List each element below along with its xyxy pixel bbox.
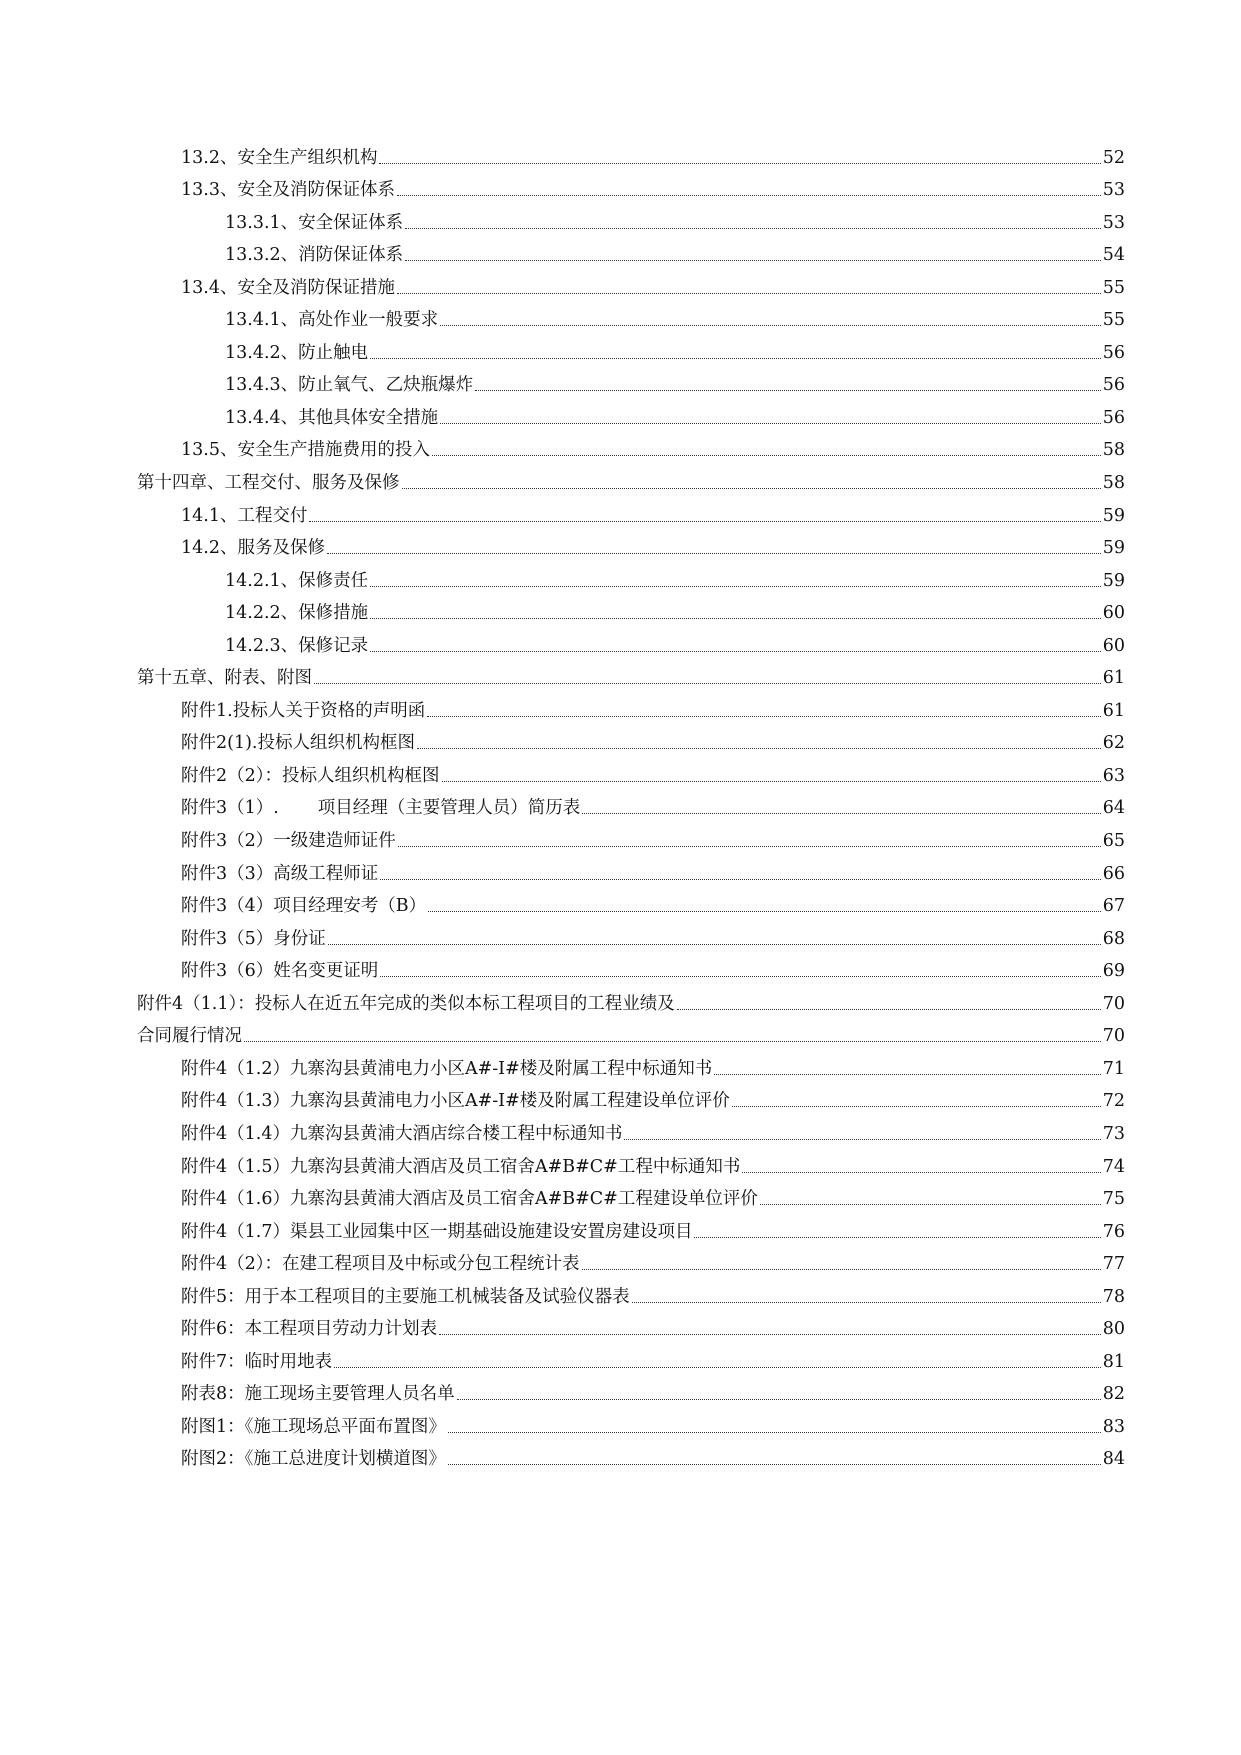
toc-dot-leader (432, 455, 1101, 456)
toc-entry-title: 合同履行情况 (137, 1026, 242, 1047)
toc-entry[interactable] (137, 624, 1125, 657)
toc-entry[interactable] (137, 1080, 1125, 1113)
toc-entry-title: 13.4、安全及消防保证措施 (181, 277, 395, 298)
toc-entry[interactable] (137, 494, 1125, 527)
toc-entry[interactable] (137, 1112, 1125, 1145)
toc-dot-leader (760, 1204, 1101, 1205)
toc-entry-title: 附件3（2）一级建造师证件 (181, 831, 396, 852)
toc-dot-leader (370, 651, 1101, 652)
toc-entry[interactable] (137, 1178, 1125, 1211)
toc-entry-page-number: 59 (1102, 570, 1125, 591)
toc-dot-leader (457, 1399, 1101, 1400)
toc-entry-page-number: 56 (1102, 342, 1125, 363)
table-of-contents (137, 136, 1125, 1470)
toc-entry-page-number: 63 (1102, 765, 1125, 786)
toc-dot-leader (475, 390, 1101, 391)
toc-entry-page-number: 65 (1102, 831, 1125, 852)
toc-entry[interactable] (137, 169, 1125, 202)
toc-dot-leader (742, 1172, 1100, 1173)
toc-dot-leader (405, 228, 1101, 229)
toc-entry[interactable] (137, 1373, 1125, 1406)
toc-entry-page-number: 72 (1102, 1091, 1125, 1112)
toc-entry-page-number: 62 (1102, 733, 1125, 754)
toc-entry-title: 附件4（1.4）九寨沟县黄浦大酒店综合楼工程中标通知书 (181, 1123, 623, 1144)
toc-dot-leader (379, 163, 1100, 164)
toc-dot-leader (327, 553, 1101, 554)
toc-entry-page-number: 80 (1102, 1319, 1125, 1340)
toc-entry-title: 13.4.4、其他具体安全措施 (225, 407, 439, 428)
toc-entry-page-number: 64 (1102, 798, 1125, 819)
toc-entry-title: 附件5：用于本工程项目的主要施工机械装备及试验仪器表 (181, 1286, 630, 1307)
toc-entry-page-number: 56 (1102, 407, 1125, 428)
toc-entry-page-number: 76 (1102, 1221, 1125, 1242)
toc-entry-page-number: 77 (1102, 1254, 1125, 1275)
toc-entry[interactable] (137, 429, 1125, 462)
toc-entry-page-number: 70 (1102, 1026, 1125, 1047)
toc-entry-title: 13.3.2、消防保证体系 (225, 245, 404, 266)
toc-entry[interactable] (137, 787, 1125, 820)
toc-entry-title: 13.4.1、高处作业一般要求 (225, 310, 439, 331)
toc-dot-leader (582, 1269, 1101, 1270)
toc-entry[interactable] (137, 1210, 1125, 1243)
toc-entry-title: 附件3（4）项目经理安考（B） (181, 896, 427, 917)
toc-entry-page-number: 78 (1102, 1286, 1125, 1307)
toc-entry-title: 附件4（1.7）渠县工业园集中区一期基础设施建设安置房建设项目 (181, 1221, 693, 1242)
toc-entry-title: 附件4（1.2）九寨沟县黄浦电力小区A#-I#楼及附属工程中标通知书 (181, 1058, 713, 1079)
toc-dot-leader (398, 846, 1101, 847)
toc-entry[interactable] (137, 331, 1125, 364)
toc-entry-page-number: 58 (1102, 473, 1125, 494)
toc-entry-title: 14.2.1、保修责任 (225, 570, 369, 591)
toc-dot-leader (448, 1432, 1101, 1433)
toc-entry[interactable] (137, 1438, 1125, 1471)
toc-entry-title: 附件3（1）. 项目经理（主要管理人员）简历表 (181, 798, 581, 819)
toc-entry-page-number: 84 (1102, 1449, 1125, 1470)
toc-dot-leader (440, 423, 1101, 424)
toc-dot-leader (714, 1074, 1100, 1075)
toc-entry[interactable] (137, 396, 1125, 429)
toc-dot-leader (405, 260, 1101, 261)
toc-dot-leader (370, 586, 1101, 587)
toc-entry-title: 13.5、安全生产措施费用的投入 (181, 440, 430, 461)
toc-entry-title: 14.2.2、保修措施 (225, 603, 369, 624)
toc-entry[interactable] (137, 592, 1125, 625)
toc-dot-leader (328, 944, 1101, 945)
toc-dot-leader (448, 1464, 1101, 1465)
toc-entry[interactable] (137, 266, 1125, 299)
toc-entry-title: 附件7：临时用地表 (181, 1351, 333, 1372)
toc-entry[interactable] (137, 1275, 1125, 1308)
toc-entry[interactable] (137, 982, 1125, 1015)
toc-entry-title: 13.4.3、防止氧气、乙炔瓶爆炸 (225, 375, 474, 396)
toc-entry-page-number: 69 (1102, 961, 1125, 982)
toc-entry-page-number: 61 (1102, 668, 1125, 689)
toc-dot-leader (314, 683, 1101, 684)
toc-entry-title: 第十五章、附表、附图 (137, 668, 312, 689)
toc-entry-title: 13.3、安全及消防保证体系 (181, 180, 395, 201)
toc-dot-leader (677, 1009, 1101, 1010)
toc-dot-leader (380, 976, 1100, 977)
toc-entry[interactable] (137, 1047, 1125, 1080)
toc-entry-title: 附图1：《施工现场总平面布置图》 (181, 1416, 446, 1437)
toc-dot-leader (380, 879, 1100, 880)
toc-dot-leader (402, 488, 1101, 489)
toc-dot-leader (428, 911, 1101, 912)
toc-entry[interactable] (137, 722, 1125, 755)
toc-entry[interactable] (137, 1145, 1125, 1178)
toc-entry-page-number: 56 (1102, 375, 1125, 396)
toc-entry[interactable] (137, 1015, 1125, 1048)
toc-entry[interactable] (137, 852, 1125, 885)
toc-entry-title: 附件4（1.6）九寨沟县黄浦大酒店及员工宿舍A#B#C#工程建设单位评价 (181, 1189, 758, 1210)
toc-entry-title: 13.3.1、安全保证体系 (225, 212, 404, 233)
toc-entry[interactable] (137, 201, 1125, 234)
toc-entry-page-number: 54 (1102, 245, 1125, 266)
toc-entry-title: 13.2、安全生产组织机构 (181, 147, 378, 168)
toc-dot-leader (397, 195, 1101, 196)
toc-entry[interactable] (137, 657, 1125, 690)
toc-entry-page-number: 61 (1102, 700, 1125, 721)
toc-entry-title: 14.2.3、保修记录 (225, 635, 369, 656)
toc-entry[interactable] (137, 136, 1125, 169)
toc-entry[interactable] (137, 917, 1125, 950)
toc-dot-leader (309, 521, 1100, 522)
toc-entry[interactable] (137, 819, 1125, 852)
toc-dot-leader (370, 358, 1101, 359)
toc-entry[interactable] (137, 299, 1125, 332)
toc-entry[interactable] (137, 1405, 1125, 1438)
toc-entry-title: 附图2：《施工总进度计划横道图》 (181, 1449, 446, 1470)
toc-entry-title: 14.1、工程交付 (181, 505, 308, 526)
toc-entry-title: 附件2（2）：投标人组织机构框图 (181, 765, 440, 786)
toc-entry-title: 第十四章、工程交付、服务及保修 (137, 473, 400, 494)
toc-entry[interactable] (137, 885, 1125, 918)
toc-entry-title: 附件4（1.3）九寨沟县黄浦电力小区A#-I#楼及附属工程建设单位评价 (181, 1091, 730, 1112)
toc-entry-page-number: 58 (1102, 440, 1125, 461)
toc-entry-page-number: 66 (1102, 863, 1125, 884)
toc-entry-title: 附表8：施工现场主要管理人员名单 (181, 1384, 455, 1405)
toc-dot-leader (370, 618, 1101, 619)
toc-entry-title: 附件3（6）姓名变更证明 (181, 961, 379, 982)
toc-entry-page-number: 59 (1102, 505, 1125, 526)
toc-dot-leader (732, 1106, 1101, 1107)
toc-entry-page-number: 73 (1102, 1123, 1125, 1144)
toc-entry[interactable] (137, 950, 1125, 983)
toc-dot-leader (334, 1367, 1101, 1368)
toc-entry-title: 附件4（2）：在建工程项目及中标或分包工程统计表 (181, 1254, 580, 1275)
toc-entry-title: 13.4.2、防止触电 (225, 342, 369, 363)
toc-entry[interactable] (137, 1308, 1125, 1341)
toc-dot-leader (417, 748, 1101, 749)
toc-dot-leader (427, 716, 1101, 717)
toc-entry[interactable] (137, 1340, 1125, 1373)
toc-entry[interactable] (137, 234, 1125, 267)
toc-entry[interactable] (137, 1243, 1125, 1276)
toc-entry-title: 附件3（5）身份证 (181, 928, 326, 949)
toc-dot-leader (624, 1139, 1100, 1140)
toc-entry-page-number: 53 (1102, 180, 1125, 201)
toc-entry-title: 附件4（1.5）九寨沟县黄浦大酒店及员工宿舍A#B#C#工程中标通知书 (181, 1156, 741, 1177)
toc-dot-leader (442, 781, 1101, 782)
toc-entry-page-number: 55 (1102, 310, 1125, 331)
toc-dot-leader (582, 813, 1100, 814)
toc-entry-title: 附件1.投标人关于资格的声明函 (181, 700, 426, 721)
toc-entry-page-number: 60 (1102, 603, 1125, 624)
toc-entry-title: 附件4（1.1）：投标人在近五年完成的类似本标工程项目的工程业绩及 (137, 993, 675, 1014)
toc-entry[interactable] (137, 754, 1125, 787)
toc-entry[interactable] (137, 527, 1125, 560)
toc-entry-page-number: 82 (1102, 1384, 1125, 1405)
toc-entry-page-number: 55 (1102, 277, 1125, 298)
toc-entry-page-number: 74 (1102, 1156, 1125, 1177)
toc-dot-leader (439, 1334, 1101, 1335)
toc-entry-page-number: 59 (1102, 538, 1125, 559)
toc-entry-title: 附件6：本工程项目劳动力计划表 (181, 1319, 438, 1340)
toc-entry[interactable] (137, 364, 1125, 397)
toc-entry-title: 14.2、服务及保修 (181, 538, 325, 559)
toc-dot-leader (694, 1237, 1100, 1238)
toc-entry-page-number: 68 (1102, 928, 1125, 949)
toc-dot-leader (440, 325, 1101, 326)
toc-entry-page-number: 67 (1102, 896, 1125, 917)
toc-entry[interactable] (137, 461, 1125, 494)
toc-dot-leader (244, 1041, 1101, 1042)
toc-dot-leader (397, 293, 1101, 294)
toc-entry[interactable] (137, 689, 1125, 722)
toc-entry-title: 附件2(1).投标人组织机构框图 (181, 733, 415, 754)
toc-entry-page-number: 53 (1102, 212, 1125, 233)
toc-entry-page-number: 75 (1102, 1189, 1125, 1210)
toc-entry-page-number: 52 (1102, 147, 1125, 168)
toc-entry-page-number: 81 (1102, 1351, 1125, 1372)
toc-entry-page-number: 60 (1102, 635, 1125, 656)
toc-entry-title: 附件3（3）高级工程师证 (181, 863, 379, 884)
toc-entry[interactable] (137, 559, 1125, 592)
toc-entry-page-number: 71 (1102, 1058, 1125, 1079)
toc-entry-page-number: 70 (1102, 993, 1125, 1014)
toc-entry-page-number: 83 (1102, 1416, 1125, 1437)
toc-dot-leader (632, 1302, 1101, 1303)
